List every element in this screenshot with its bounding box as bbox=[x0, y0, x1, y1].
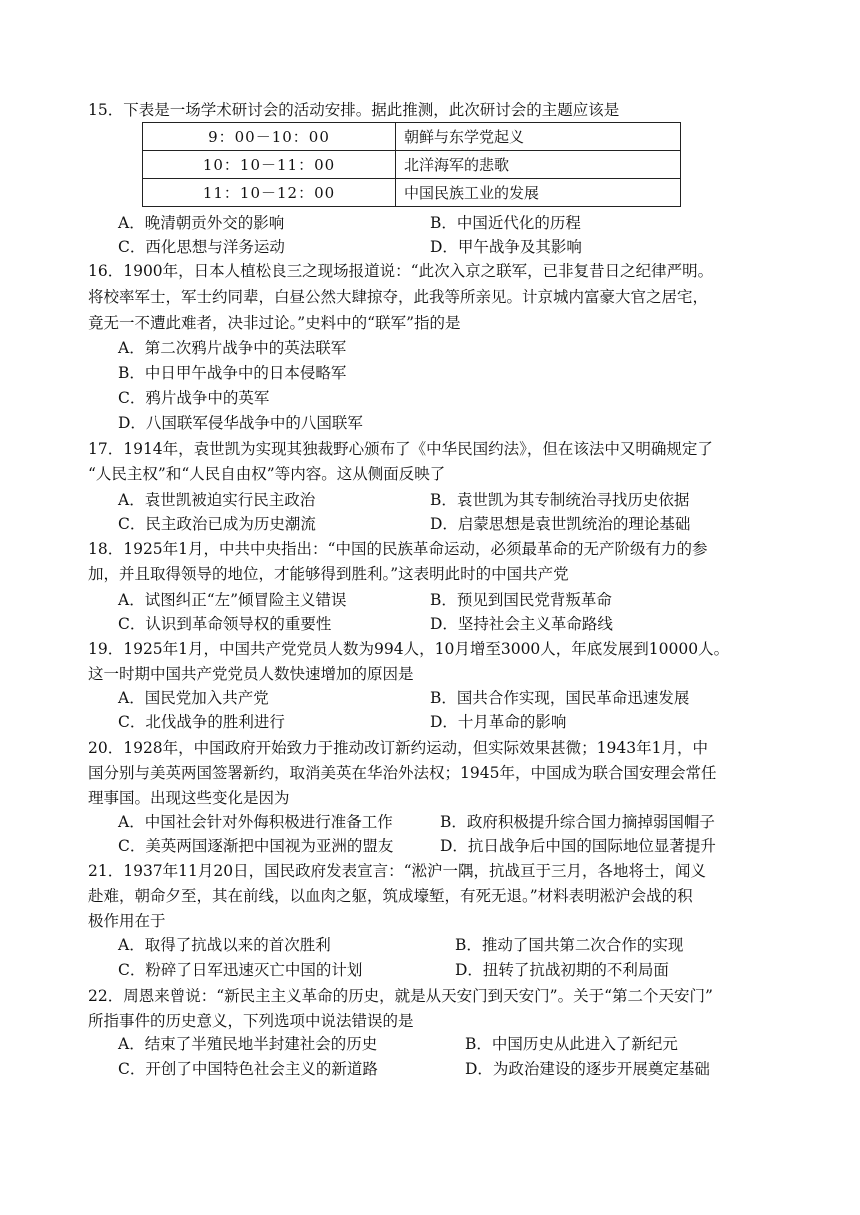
question-20-line-2: 国分别与美英两国签署新约，取消美英在华治外法权；1945年，中国成为联合国安理会常任 bbox=[88, 764, 717, 782]
q18-option-c[interactable]: C．认识到革命领导权的重要性 bbox=[118, 615, 332, 633]
q16-option-c[interactable]: C．鸦片战争中的英军 bbox=[118, 389, 270, 407]
q16-option-a[interactable]: A．第二次鸦片战争中的英法联军 bbox=[118, 339, 347, 357]
q22-option-a[interactable]: A．结束了半殖民地半封建社会的历史 bbox=[118, 1035, 378, 1053]
table-row bbox=[143, 151, 681, 179]
question-22-line-2: 所指事件的历史意义，下列选项中说法错误的是 bbox=[88, 1012, 414, 1030]
question-19-line-1: 19．1925年1月，中国共产党党员人数为994人，10月增至3000人，年底发展到10000人。 bbox=[88, 640, 730, 658]
question-16-line-1: 16．1900年，日本人植松良三之现场报道说：“此次入京之联军，已非复昔日之纪律严明。 bbox=[88, 262, 714, 280]
schedule-topic: 北洋海军的悲歌 bbox=[396, 151, 681, 179]
question-20-line-3: 理事国。出现这些变化是因为 bbox=[88, 789, 290, 807]
question-18-line-1: 18．1925年1月，中共中央指出：“中国的民族革命运动，必须最革命的无产阶级有力的参 bbox=[88, 540, 708, 558]
q21-option-c[interactable]: C．粉碎了日军迅速灭亡中国的计划 bbox=[118, 961, 363, 979]
q21-option-b[interactable]: B．推动了国共第二次合作的实现 bbox=[455, 936, 684, 954]
q17-option-d[interactable]: D．启蒙思想是袁世凯统治的理论基础 bbox=[430, 515, 691, 533]
q19-option-d[interactable]: D．十月革命的影响 bbox=[430, 713, 567, 731]
q20-option-d[interactable]: D．抗日战争后中国的国际地位显著提升 bbox=[440, 837, 716, 855]
schedule-time: 9：00－10：00 bbox=[143, 123, 396, 151]
q15-option-a[interactable]: A．晚清朝贡外交的影响 bbox=[118, 214, 285, 232]
schedule-table bbox=[142, 122, 681, 207]
q20-option-b[interactable]: B．政府积极提升综合国力摘掉弱国帽子 bbox=[440, 813, 715, 831]
q18-option-a[interactable]: A．试图纠正“左”倾冒险主义错误 bbox=[118, 591, 347, 609]
q16-option-d[interactable]: D．八国联军侵华战争中的八国联军 bbox=[118, 414, 363, 432]
table-row bbox=[143, 179, 681, 207]
q18-option-d[interactable]: D．坚持社会主义革命路线 bbox=[430, 615, 613, 633]
question-21-line-3: 极作用在于 bbox=[88, 912, 166, 930]
schedule-time: 11：10－12：00 bbox=[143, 179, 396, 207]
schedule-topic: 中国民族工业的发展 bbox=[396, 179, 681, 207]
q22-option-d[interactable]: D．为政治建设的逐步开展奠定基础 bbox=[465, 1060, 710, 1078]
question-16-line-3: 竟无一不遭此难者，决非过论。”史料中的“联军”指的是 bbox=[88, 314, 461, 332]
q22-option-b[interactable]: B．中国历史从此进入了新纪元 bbox=[465, 1035, 678, 1053]
q21-option-d[interactable]: D．扭转了抗战初期的不利局面 bbox=[455, 961, 669, 979]
q18-option-b[interactable]: B．预见到国民党背叛革命 bbox=[430, 591, 612, 609]
question-19-line-2: 这一时期中国共产党党员人数快速增加的原因是 bbox=[88, 665, 414, 683]
q16-option-b[interactable]: B．中日甲午战争中的日本侵略军 bbox=[118, 364, 347, 382]
q15-option-b[interactable]: B．中国近代化的历程 bbox=[430, 214, 581, 232]
q19-option-a[interactable]: A．国民党加入共产党 bbox=[118, 689, 269, 707]
q19-option-c[interactable]: C．北伐战争的胜利进行 bbox=[118, 713, 285, 731]
q22-option-c[interactable]: C．开创了中国特色社会主义的新道路 bbox=[118, 1060, 378, 1078]
q19-option-b[interactable]: B．国共合作实现，国民革命迅速发展 bbox=[430, 689, 690, 707]
question-15-stem: 15．下表是一场学术研讨会的活动安排。据此推测，此次研讨会的主题应该是 bbox=[88, 101, 620, 119]
schedule-time: 10：10－11：00 bbox=[143, 151, 396, 179]
question-16-line-2: 将校率军士，军士约同辈，白昼公然大肆掠夺，此我等所亲见。计京城内富豪大官之居宅， bbox=[88, 288, 709, 306]
q17-option-a[interactable]: A．袁世凯被迫实行民主政治 bbox=[118, 491, 316, 509]
q21-option-a[interactable]: A．取得了抗战以来的首次胜利 bbox=[118, 936, 331, 954]
q17-option-c[interactable]: C．民主政治已成为历史潮流 bbox=[118, 515, 316, 533]
q17-option-b[interactable]: B．袁世凯为其专制统治寻找历史依据 bbox=[430, 491, 690, 509]
question-21-line-1: 21．1937年11月20日，国民政府发表宣言：“淞沪一隅，抗战亘于三月，各地将士，闻义 bbox=[88, 862, 707, 880]
table-row bbox=[143, 123, 681, 151]
q20-option-a[interactable]: A．中国社会针对外侮积极进行准备工作 bbox=[118, 813, 393, 831]
q20-option-c[interactable]: C．美英两国逐渐把中国视为亚洲的盟友 bbox=[118, 837, 394, 855]
schedule-topic: 朝鲜与东学党起义 bbox=[396, 123, 681, 151]
question-22-line-1: 22．周恩来曾说：“新民主主义革命的历史，就是从天安门到天安门”。关于“第二个天安门” bbox=[88, 987, 713, 1005]
question-17-line-1: 17．1914年，袁世凯为实现其独裁野心颁布了《中华民国约法》，但在该法中又明确规定了 bbox=[88, 440, 713, 458]
question-21-line-2: 赴难，朝命夕至，其在前线，以血肉之躯，筑成壕堑，有死无退。”材料表明淞沪会战的积 bbox=[88, 887, 693, 905]
question-18-line-2: 加，并且取得领导的地位，才能够得到胜利。”这表明此时的中国共产党 bbox=[88, 565, 569, 583]
q15-option-d[interactable]: D．甲午战争及其影响 bbox=[430, 238, 582, 256]
question-20-line-1: 20．1928年，中国政府开始致力于推动改订新约运动，但实际效果甚微；1943年1月，中 bbox=[88, 739, 708, 757]
question-17-line-2: “人民主权”和“人民自由权”等内容。这从侧面反映了 bbox=[88, 465, 446, 483]
q15-option-c[interactable]: C．西化思想与洋务运动 bbox=[118, 238, 285, 256]
